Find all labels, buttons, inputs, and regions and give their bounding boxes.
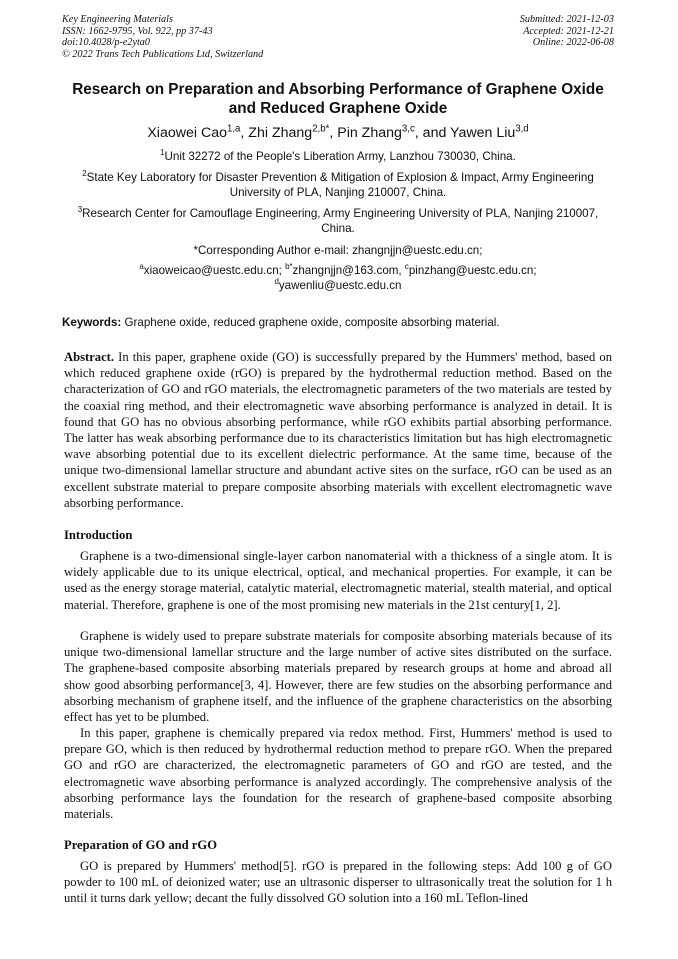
affiliation-text: State Key Laboratory for Disaster Prevention & Mitigation of Explosion & Impact, Army Engineering University of PLA, Nanjing 210007, China. [86,171,594,200]
journal-header-left [62,14,263,60]
email-sup: b* [285,262,293,272]
paper-title: Research on Preparation and Absorbing Performance of Graphene Oxide and Reduced Graphene Oxide [72,81,604,117]
email-sup: d [274,277,279,287]
accepted-date: Accepted: 2021-12-21 [523,25,614,37]
paragraph: Graphene is a two-dimensional single-layer carbon nanomaterial with a thickness of a single atom. It is widely applicable due to its unique electrical, optical, and mechanical properties. For example, it can be used as the energy storage material, catalytic material, electromagnetic material, stealth material, and optical material. Therefore, graphene is one of the most promising new materials in the 21st century[1, 2]. [64,549,612,612]
affiliation-sup: 1 [160,148,165,158]
abstract-label: Abstract. [64,350,115,364]
author-sup: 2,b* [312,123,330,135]
keywords-text: Graphene oxide, reduced graphene oxide, composite absorbing material. [121,316,500,329]
author-name: Xiaowei Cao [147,125,227,141]
section-heading-introduction: Introduction [64,528,133,542]
author-sup: 3,d [515,123,529,135]
keywords [62,315,614,330]
affiliation-sup: 2 [82,169,87,179]
email-link[interactable]: yawenliu@uestc.edu.cn [278,279,402,293]
journal-header-right [520,14,614,49]
keywords-label: Keywords: [62,316,122,329]
author-sep: , [329,125,338,141]
doi-line: doi:10.4028/p-e2yta0 [62,37,150,48]
email-link[interactable]: pinzhang@uestc.edu.cn; [408,264,537,277]
email-link[interactable]: xiaoweicao@uestc.edu.cn; [143,264,286,277]
affiliation-2 [62,170,614,200]
author-name: Zhi Zhang [248,125,313,141]
copyright-line: © 2022 Trans Tech Publications Ltd, Switzerland [62,48,264,60]
email-sup: c [404,262,409,272]
issn-line: ISSN: 1662-9795, Vol. 922, pp 37-43 [62,25,213,37]
section-heading-preparation: Preparation of GO and rGO [64,838,217,852]
email-link[interactable]: zhangnjjn@163.com, [292,264,405,277]
author-sup: 1,a [227,123,241,135]
journal-name: Key Engineering Materials [62,14,173,25]
author-name: Yawen Liu [450,125,516,141]
affiliation-text: Unit 32272 of the People's Liberation Army, Lanzhou 730030, China. [164,150,516,163]
author-emails [62,263,614,293]
submitted-date: Submitted: 2021-12-03 [519,14,614,25]
author-name: Pin Zhang [337,125,402,141]
paragraph: Graphene is widely used to prepare substrate materials for composite absorbing materials because of its unique two-dimensional lamellar structure and the large number of active sites distributed on the surface. The graphene-based composite absorbing materials prepared by research groups at home and abroad all show good absorbing performance[3, 4]. However, there are few studies on the absorbing performance and absorbing mechanism of graphene itself, and the influence of the graphene characteristics on the absorbing effect has yet to be plumbed. [64,629,612,725]
affiliation-3 [62,206,614,236]
affiliation-text: Research Center for Camouflage Engineering, Army Engineering University of PLA, Nanjing 210007, China. [82,207,599,236]
online-date: Online: 2022-06-08 [532,37,614,48]
paragraph: In this paper, graphene is chemically prepared via redox method. First, Hummers' method is used to prepare GO, which is then reduced by hydrothermal reduction method to prepare rGO. When the prepared GO and rGO are characterized, the electromagnetic parameters of GO and rGO are tested, and the electromagnetic wave absorbing performance is analyzed accordingly. The comprehensive analysis of the absorbing performance lays the foundation for the research of graphene-based composite absorbing materials. [64,726,612,822]
abstract-text: In this paper, graphene oxide (GO) is successfully prepared by the Hummers' method, based on which reduced graphene oxide (rGO) is prepared by the hydrothermal reduction method. Based on the characterization of GO and rGO materials, the electromagnetic parameters of the two materials are tested by the coaxial ring method, and their electromagnetic wave absorbing performance is analyzed in detail. It is found that GO has no obvious absorbing performance, while rGO exhibits partial absorbing performance. The latter has weak absorbing performance due to its characteristics limitation but has high electromagnetic wave absorbing potential due to its excellent dielectric performance. At the same time, because of the unique two-dimensional lamellar structure and abundant active sites on the surface, rGO can be used as an excellent substrate material to prepare composite absorbing materials with excellent electromagnetic wave absorbing performance. [64,350,612,510]
author-sep: , and [414,125,451,141]
paragraph: GO is prepared by Hummers' method[5]. rGO is prepared in the following steps: Add 100 g of GO powder to 100 mL of deionized water; use an ultrasonic disperser to ultrasonically treat the solution for 1 h until it turns dark yellow; decant the fully dissolved GO solution into a 160 mL Teflon-lined [64,859,612,906]
abstract [64,349,612,511]
author-list [62,124,614,142]
affiliation-1 [62,149,614,164]
author-sup: 3,c [401,123,415,135]
author-sep: , [240,125,249,141]
email-sup: a [139,262,144,272]
affiliation-sup: 3 [77,205,83,215]
corresponding-author: *Corresponding Author e-mail: zhangnjjn@uestc.edu.cn; [193,244,483,257]
